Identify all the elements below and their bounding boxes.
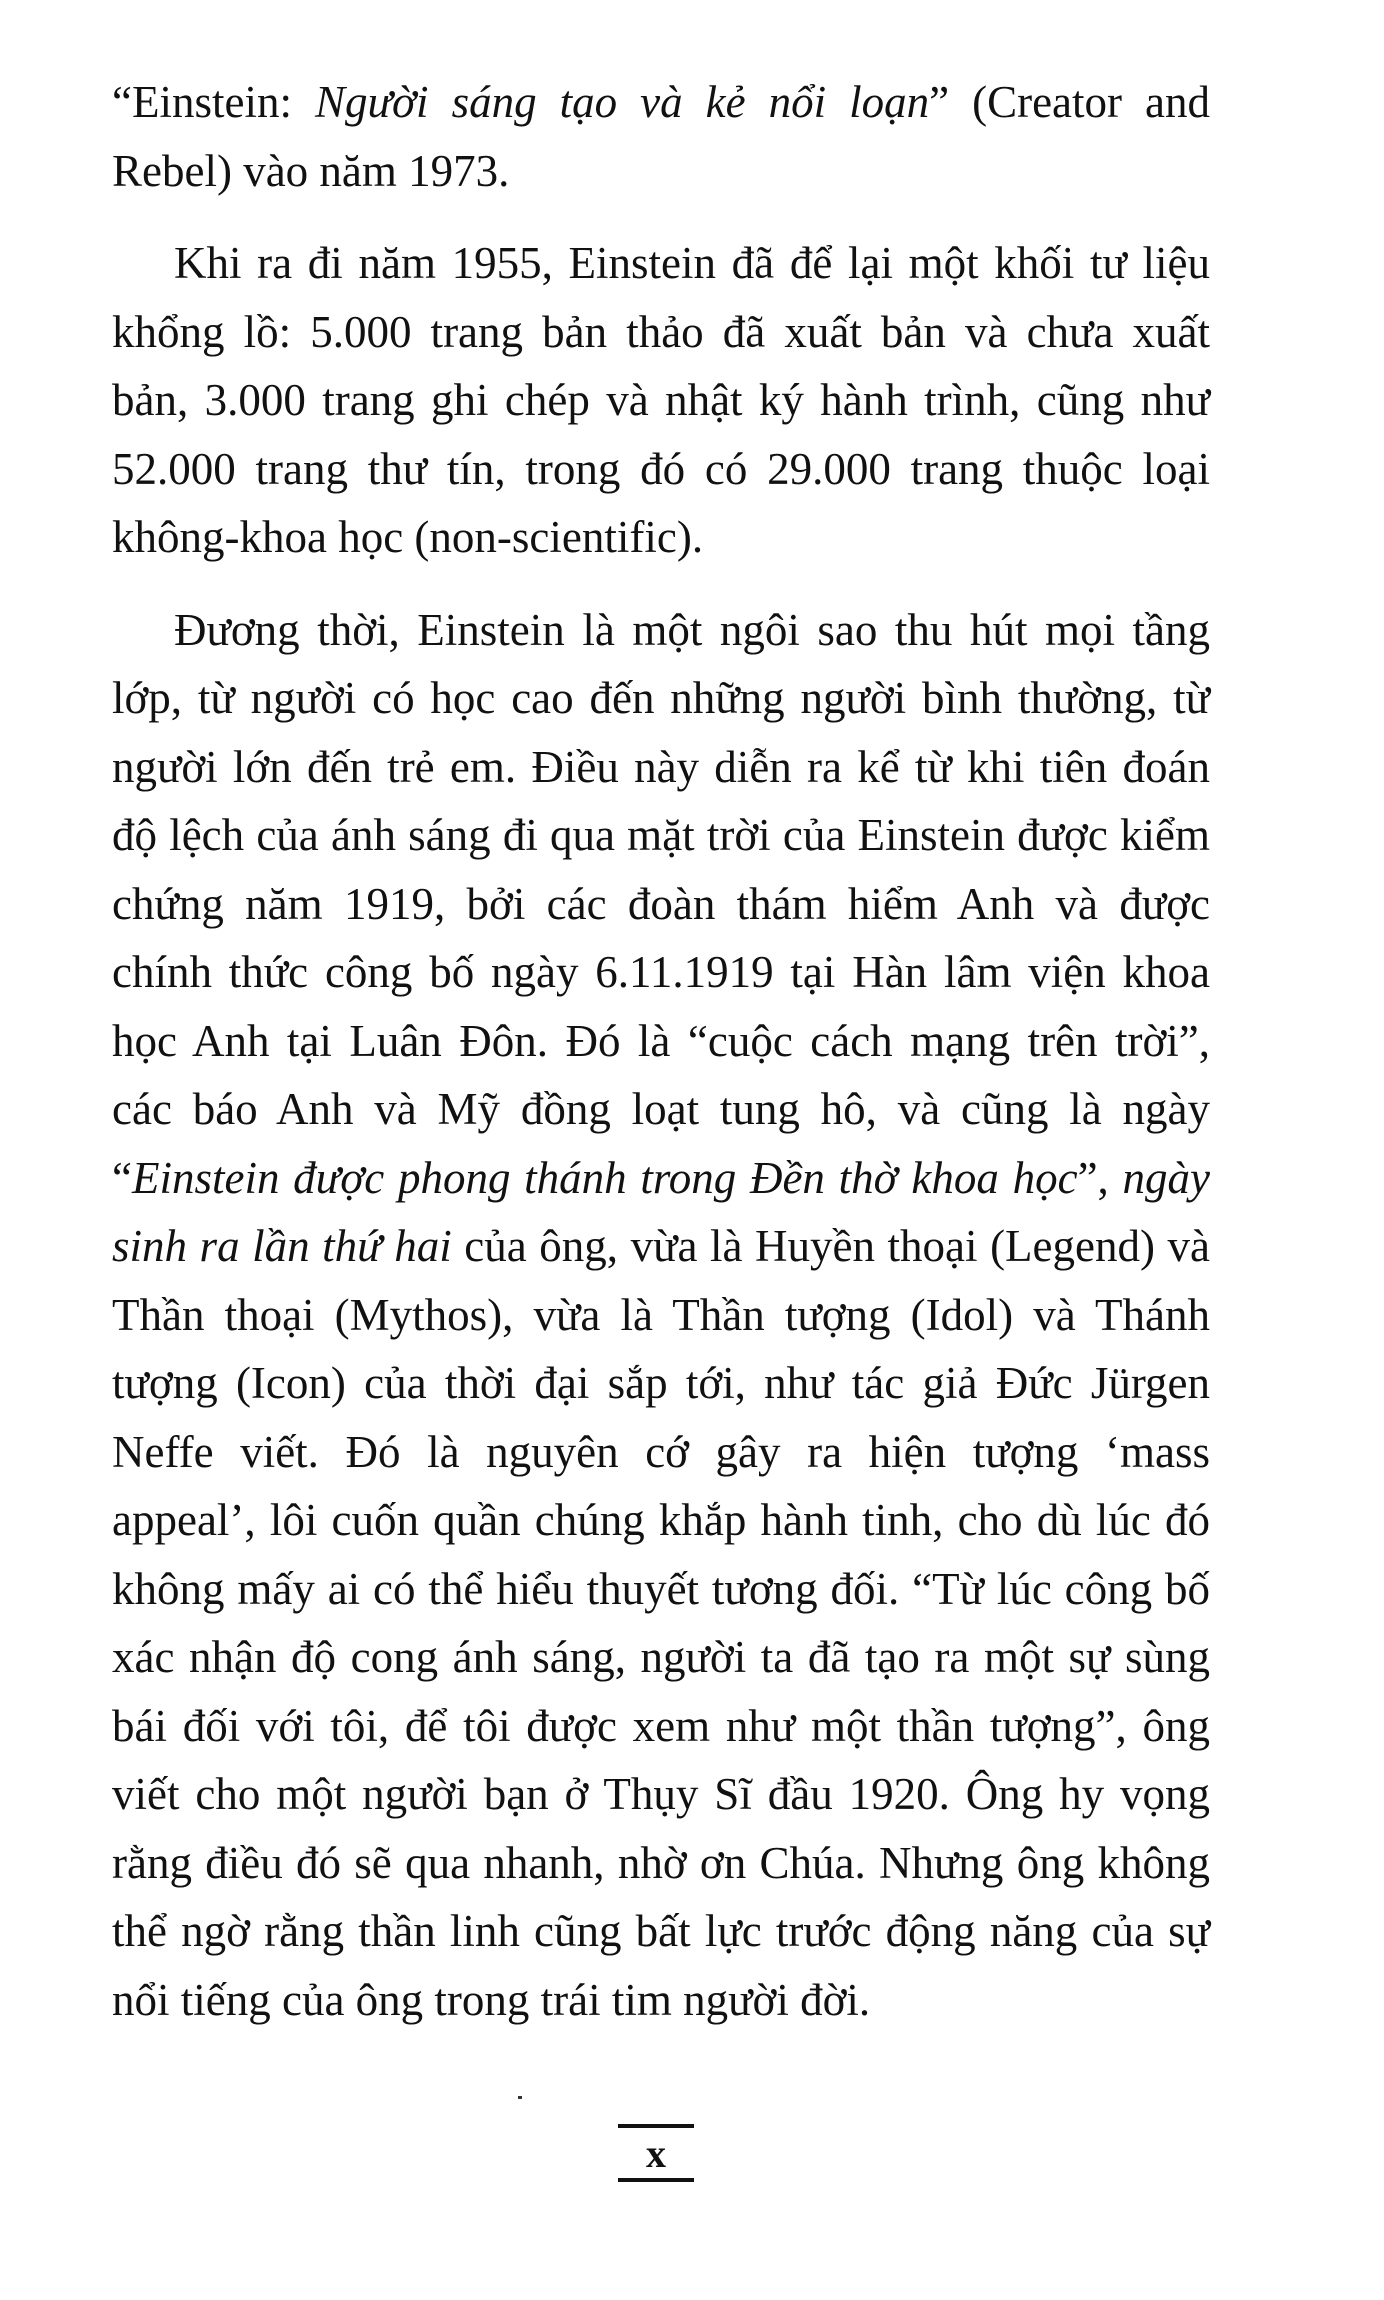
page-number-rule-bottom (618, 2178, 694, 2182)
paragraph-3-italic-quote: Einstein được phong thánh trong Đền thờ khoa học (131, 1152, 1078, 1203)
page-body (112, 68, 1210, 2034)
paragraph-3-text: ”, (1077, 1152, 1123, 1203)
paragraph-1 (112, 68, 1210, 205)
paragraph-1-text: ” (Creator and Rebel) vào năm 1973. (112, 77, 1210, 196)
paragraph-1-book-title: Người sáng tạo và kẻ nổi loạn (314, 77, 930, 127)
paragraph-2 (112, 229, 1210, 572)
paragraph-3-italic-phrase: ngày sinh ra lần thứ hai (112, 1152, 1210, 1271)
paragraph-2-text: Khi ra đi năm 1955, Einstein đã để lại một khối tư liệu khổng lồ: 5.000 trang bản thảo đã xuất bản và chưa xuất bản, 3.000 trang ghi chép và nhật ký hành trình, cũng như 52.000 trang thư tín, trong đó có 29.000 trang thuộc loại không-khoa học (non-scientific). (112, 238, 1210, 562)
paragraph-3 (112, 596, 1210, 2035)
print-speck (518, 2096, 522, 2099)
paragraph-3-text: của ông, vừa là Huyền thoại (Legend) và Thần thoại (Mythos), vừa là Thần tượng (Idol) và Thánh tượng (Icon) của thời đại sắp tới, như tác giả Đức Jürgen Neffe viết. Đó là nguyên cớ gây ra hiện tượng ‘mass appeal’, lôi cuốn quần chúng khắp hành tinh, cho dù lúc đó không mấy ai có thể hiểu thuyết tương đối. “Từ lúc công bố xác nhận độ cong ánh sáng, người ta đã tạo ra một sự sùng bái đối với tôi, để tôi được xem như một thần tượng”, ông viết cho một người bạn ở Thụy Sĩ đầu 1920. Ông hy vọng rằng điều đó sẽ qua nhanh, nhờ ơn Chúa. Nhưng ông không thể ngờ rằng thần linh cũng bất lực trước động năng của sự nổi tiếng của ông trong trái tim người đời. (112, 1221, 1210, 2025)
paragraph-3-text: Đương thời, Einstein là một ngôi sao thu hút mọi tầng lớp, từ người có học cao đến những người bình thường, từ người lớn đến trẻ em. Điều này diễn ra kể từ khi tiên đoán độ lệch của ánh sáng đi qua mặt trời của Einstein được kiểm chứng năm 1919, bởi các đoàn thám hiểm Anh và được chính thức công bố ngày 6.11.1919 tại Hàn lâm viện khoa học Anh tại Luân Đôn. Đó là “cuộc cách mạng trên trời”, các báo Anh và Mỹ đồng loạt tung hô, và cũng là ngày “ (112, 604, 1210, 1203)
page-number: x (646, 2131, 666, 2176)
paragraph-1-text: “Einstein: (112, 77, 315, 127)
